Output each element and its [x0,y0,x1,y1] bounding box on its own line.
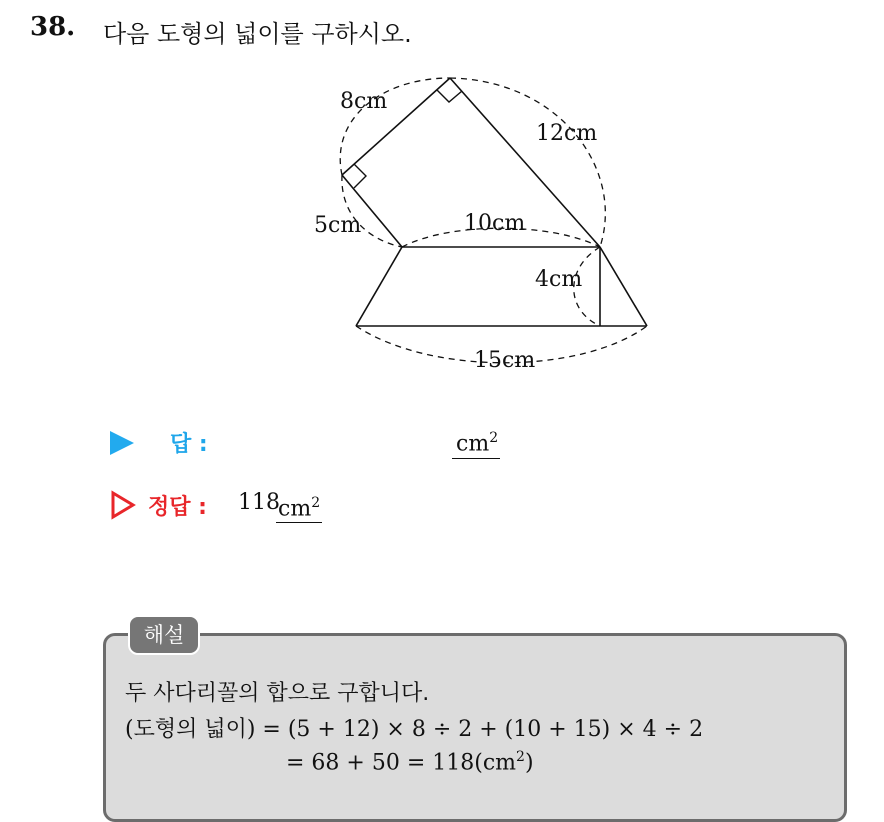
label-8cm: 8cm [340,89,388,114]
label-12cm: 12cm [536,121,598,146]
label-15cm: 15cm [474,348,536,373]
edge-lower-left [356,247,402,326]
correct-answer-row [110,488,510,524]
label-10cm: 10cm [464,211,526,236]
solution-tag: 해설 [128,615,200,655]
solution-line-1: 두 사다리꼴의 합으로 구합니다. [125,681,430,706]
correct-unit-exponent: 2 [311,495,321,511]
solution-line-3-exponent: 2 [516,749,525,765]
answer-unit [452,425,500,459]
solution-line-3 [286,749,534,775]
answer-unit-text: cm [456,431,490,457]
right-angle-mark-top [437,90,462,102]
answer-unit-exponent: 2 [489,430,499,446]
play-triangle-icon [110,431,134,455]
right-angle-mark-left [354,164,366,188]
solution-line-2: (도형의 넓이) = (5 + 12) × 8 ÷ 2 + (10 + 15) × 4 ÷ 2 [125,717,704,742]
correct-unit-text: cm [278,496,312,522]
correct-answer-value: 118 [238,490,280,515]
correct-answer-label: 정답 : [148,495,207,520]
outline-triangle-icon [110,490,136,520]
edge-lower-right [600,247,647,326]
solution-line-3-suffix: ) [524,750,534,776]
solution-line-3-prefix: = 68 + 50 = 118( [286,750,483,776]
label-5cm: 5cm [314,213,362,238]
question-text: 다음 도형의 넓이를 구하시오. [103,20,412,48]
correct-answer-unit [276,490,322,523]
label-4cm: 4cm [535,267,583,292]
solution-line-3-unit: cm [482,750,517,776]
question-number: 38. [30,12,76,42]
answer-label: 답 : [170,432,208,457]
